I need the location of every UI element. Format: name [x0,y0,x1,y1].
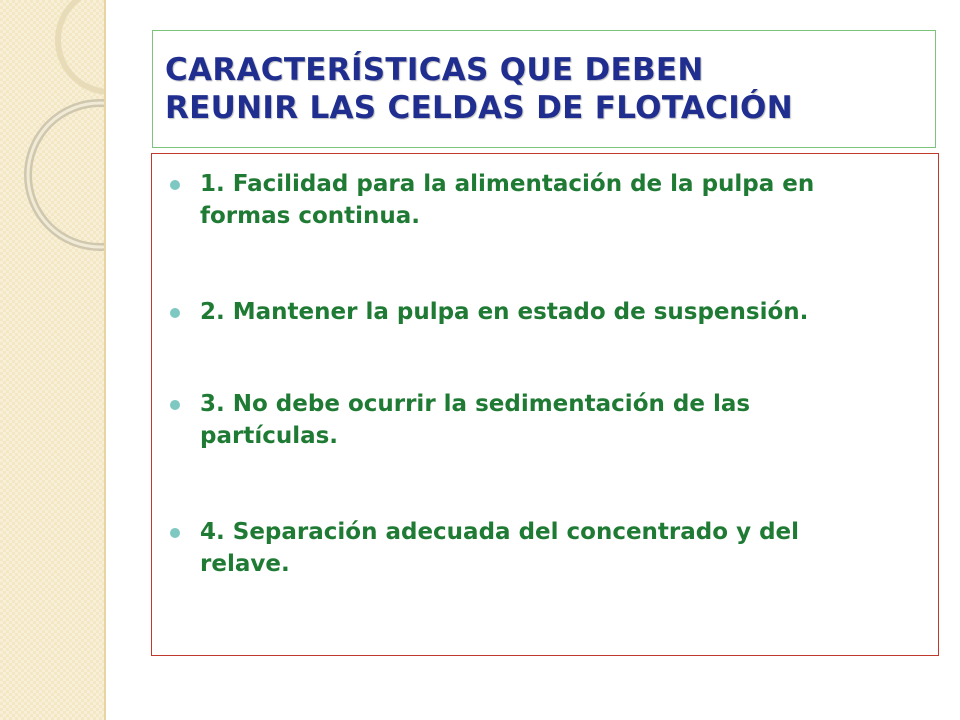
title-box [152,30,936,148]
slide-title-line-2: REUNIR LAS CELDAS DE FLOTACIÓN [165,90,793,126]
slide-title-line-1: CARACTERÍSTICAS QUE DEBEN [165,52,704,88]
bullet-4-line-2: relave. [200,551,290,577]
bullet-item-2 [170,296,910,328]
bullet-4-line-1: 4. Separación adecuada del concentrado y del [200,519,800,545]
bullet-marker [170,400,180,410]
content-box [151,153,939,656]
bullet-item-1 [170,168,910,232]
bullet-text [200,296,910,328]
decorative-circle-bottom-highlight [28,103,104,247]
bullet-text [200,168,910,232]
side-strip-edge [104,0,106,720]
decorative-side-strip [0,0,104,720]
decorative-circle-top [58,0,104,92]
bullet-text [200,516,910,580]
decorative-circles [0,0,104,260]
bullet-1-line-2: formas continua. [200,203,421,229]
bullet-marker [170,308,180,318]
bullet-1-line-1: 1. Facilidad para la alimentación de la pulpa en [200,171,815,197]
bullet-item-3 [170,388,910,452]
bullet-text [200,388,910,452]
slide-title [165,51,925,127]
bullet-marker [170,528,180,538]
bullet-2-line-1: 2. Mantener la pulpa en estado de suspensión. [200,299,809,325]
decorative-circle-bottom [28,103,104,247]
bullet-marker [170,180,180,190]
bullet-3-line-1: 3. No debe ocurrir la sedimentación de las [200,391,751,417]
bullet-item-4 [170,516,910,580]
bullet-3-line-2: partículas. [200,423,339,449]
